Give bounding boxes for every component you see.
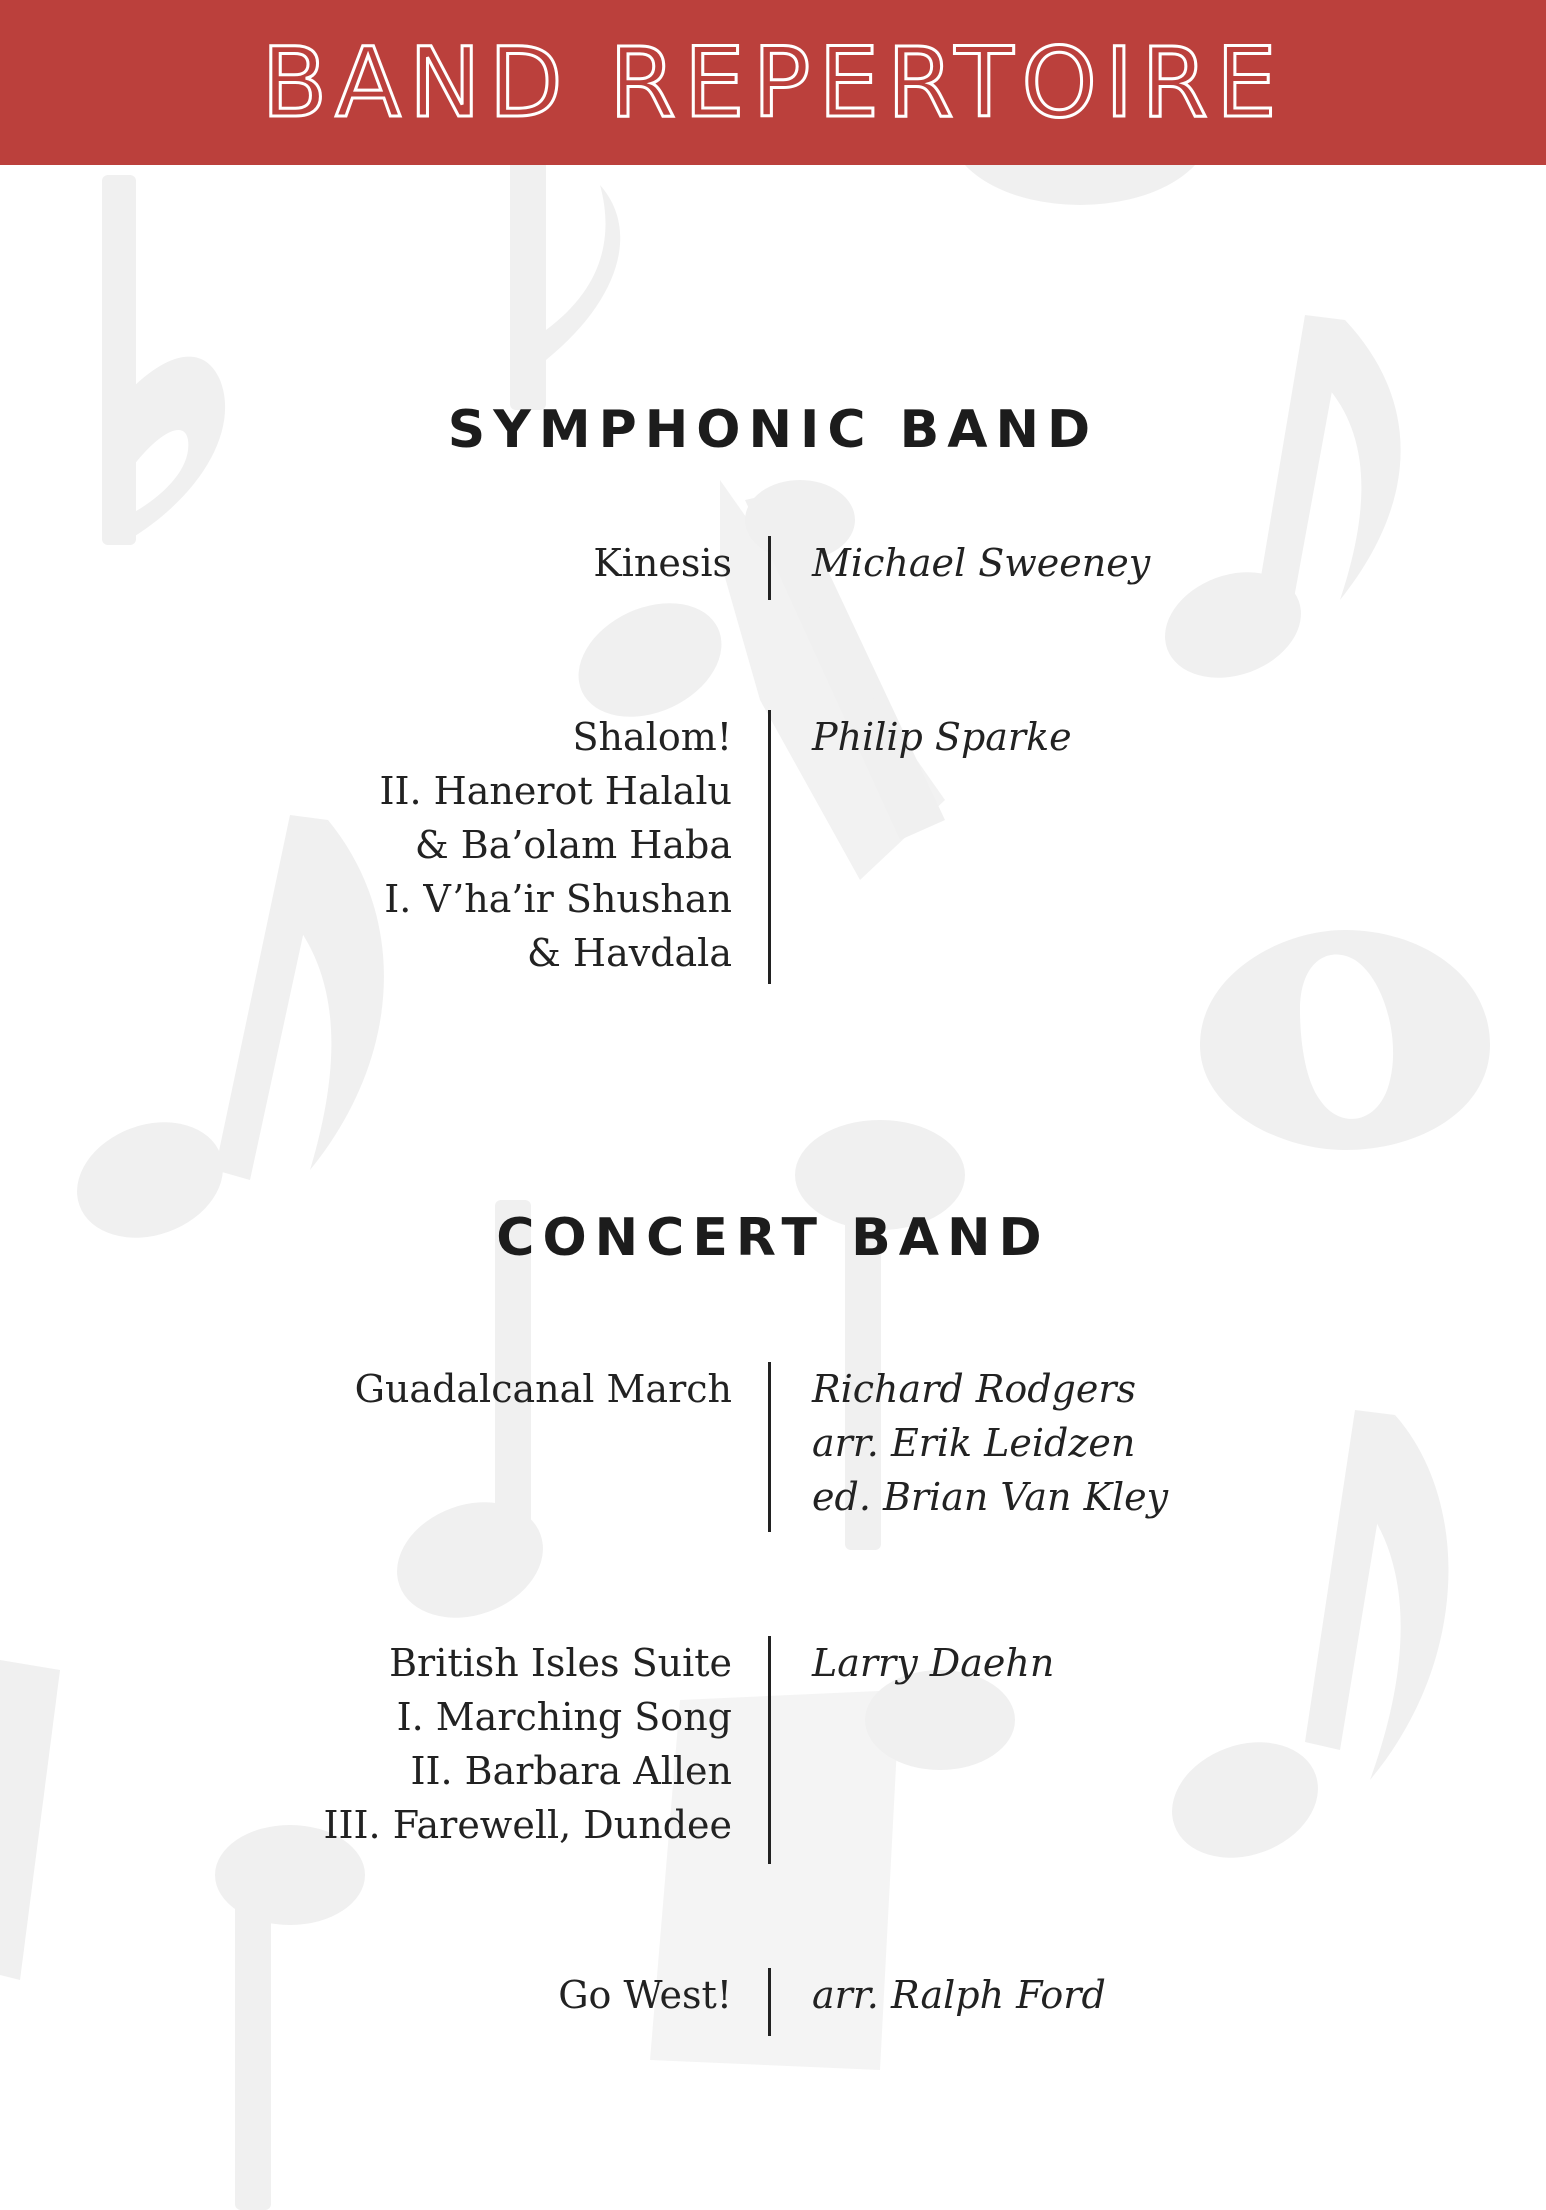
piece-divider <box>768 1362 771 1532</box>
piece-movement-line: II. Hanerot Halalu <box>379 769 732 813</box>
piece-movement-line: & Havdala <box>527 931 732 975</box>
piece-composer <box>812 1968 1106 2022</box>
piece-composer <box>812 710 1072 764</box>
piece-movement-line: & Ba’olam Haba <box>414 823 732 867</box>
piece-shalom <box>0 710 1546 984</box>
editor-line: ed. Brian Van Kley <box>812 1475 1169 1519</box>
piece-divider <box>768 536 771 600</box>
arranger-line: arr. Erik Leidzen <box>812 1421 1136 1465</box>
section-title-symphonic-band: SYMPHONIC BAND <box>447 400 1099 460</box>
piece-composer <box>812 1636 1054 1690</box>
piece-composer <box>812 1362 1168 1524</box>
piece-title-line: Shalom! <box>572 715 732 759</box>
piece-title <box>355 1362 732 1416</box>
page-title: BAND REPERTOIRE <box>261 26 1285 139</box>
piece-divider <box>768 1968 771 2036</box>
piece-go-west <box>0 1968 1546 2036</box>
piece-title <box>593 536 732 590</box>
composer-line: Michael Sweeney <box>812 541 1151 585</box>
piece-title <box>379 710 732 980</box>
header-banner <box>0 0 1546 165</box>
piece-movement-line: II. Barbara Allen <box>410 1749 732 1793</box>
composer-line: Richard Rodgers <box>812 1367 1137 1411</box>
piece-british-isles-suite <box>0 1636 1546 1864</box>
composer-line: Larry Daehn <box>812 1641 1055 1685</box>
section-title-concert-band: CONCERT BAND <box>496 1208 1050 1268</box>
piece-title <box>558 1968 732 2022</box>
piece-movement-line: I. Marching Song <box>396 1695 732 1739</box>
piece-movement-line: III. Farewell, Dundee <box>323 1803 732 1847</box>
composer-line: Philip Sparke <box>812 715 1072 759</box>
piece-title-line: British Isles Suite <box>389 1641 732 1685</box>
piece-title <box>324 1636 732 1852</box>
piece-guadalcanal-march <box>0 1362 1546 1532</box>
arranger-line: arr. Ralph Ford <box>812 1973 1106 2017</box>
piece-divider <box>768 1636 771 1864</box>
piece-divider <box>768 710 771 984</box>
piece-title-line: Kinesis <box>593 541 732 585</box>
piece-movement-line: I. V’ha’ir Shushan <box>384 877 732 921</box>
piece-kinesis <box>0 536 1546 600</box>
piece-composer <box>812 536 1150 590</box>
piece-title-line: Go West! <box>558 1973 732 2017</box>
piece-title-line: Guadalcanal March <box>354 1367 732 1411</box>
